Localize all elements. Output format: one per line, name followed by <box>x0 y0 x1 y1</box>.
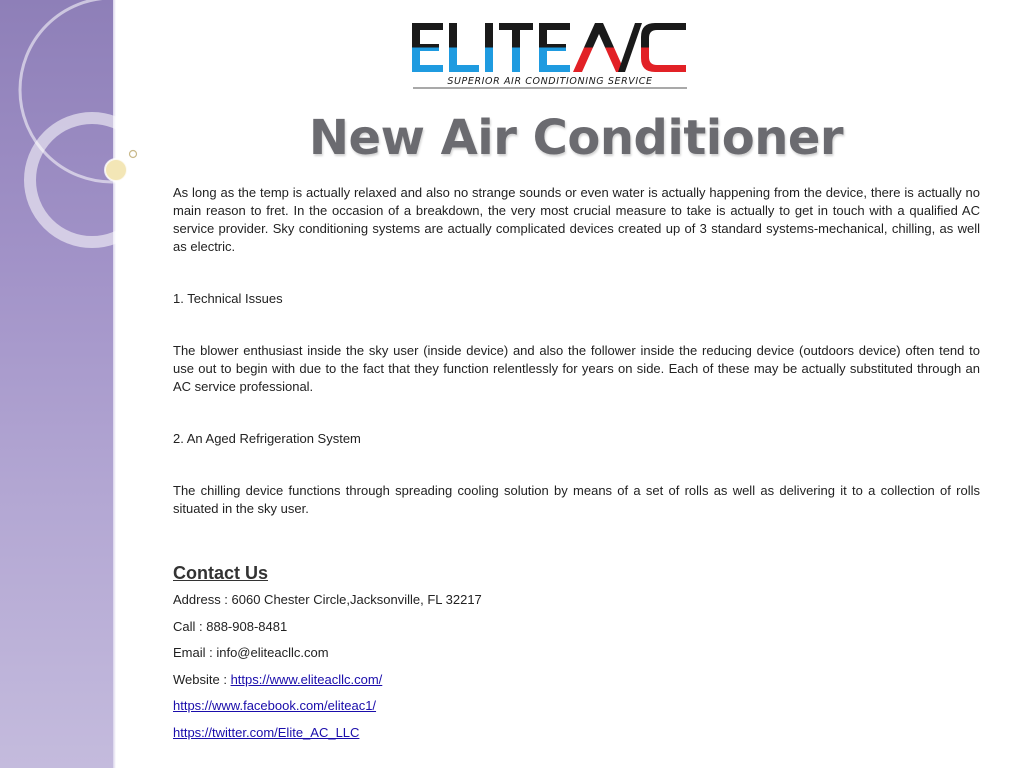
side-decoration-band <box>0 0 113 768</box>
section-heading-technical-issues: 1. Technical Issues <box>173 291 283 306</box>
website-label: Website : <box>173 671 231 687</box>
intro-paragraph: As long as the temp is actually relaxed and also no strange sounds or even water is actually happening from the device, there is actually no main reason to fret. In the occasion of a breakdown, the very most crucial measure to take is actually to get in touch with a qualified AC service provider. Sky conditioning systems are actually complicated devices created up of 3 standard systems-mechanical, chilling, as well as electric. <box>173 185 980 254</box>
logo-tagline: SUPERIOR AIR CONDITIONING SERVICE <box>447 76 653 87</box>
main-content <box>173 184 980 518</box>
contact-website <box>173 672 673 688</box>
website-link[interactable]: https://www.eliteacllc.com/ <box>230 671 383 687</box>
spacer <box>173 396 980 430</box>
facebook-link[interactable]: https://www.facebook.com/eliteac1/ <box>173 698 377 714</box>
contact-phone: Call : 888-908-8481 <box>173 618 288 634</box>
page-title: New Air Conditioner <box>308 110 844 166</box>
contact-heading: Contact Us <box>173 563 269 583</box>
spacer <box>173 308 980 342</box>
contact-twitter <box>173 725 673 741</box>
twitter-link[interactable]: https://twitter.com/Elite_AC_LLC <box>173 724 360 740</box>
brand-logo <box>409 20 691 90</box>
section-heading-aged-refrigeration: 2. An Aged Refrigeration System <box>173 431 361 446</box>
contact-section <box>173 562 673 752</box>
spacer <box>173 256 980 290</box>
aged-refrigeration-paragraph: The chilling device functions through spreading cooling solution by means of a set of rolls as well as delivering it to a collection of rolls situated in the sky user. <box>173 483 980 516</box>
contact-address: Address : 6060 Chester Circle,Jacksonville, FL 32217 <box>173 592 482 607</box>
technical-issues-paragraph: The blower enthusiast inside the sky user (inside device) and also the follower inside the reducing device (outdoors device) often tend to use out to begin with due to the fact that they function relentlessly for years on side. Each of these may be actually substituted through an AC service professional. <box>173 343 980 394</box>
spacer <box>173 448 980 482</box>
contact-facebook <box>173 698 673 714</box>
side-band-edge <box>113 0 116 768</box>
contact-email: Email : info@eliteacllc.com <box>173 645 329 661</box>
